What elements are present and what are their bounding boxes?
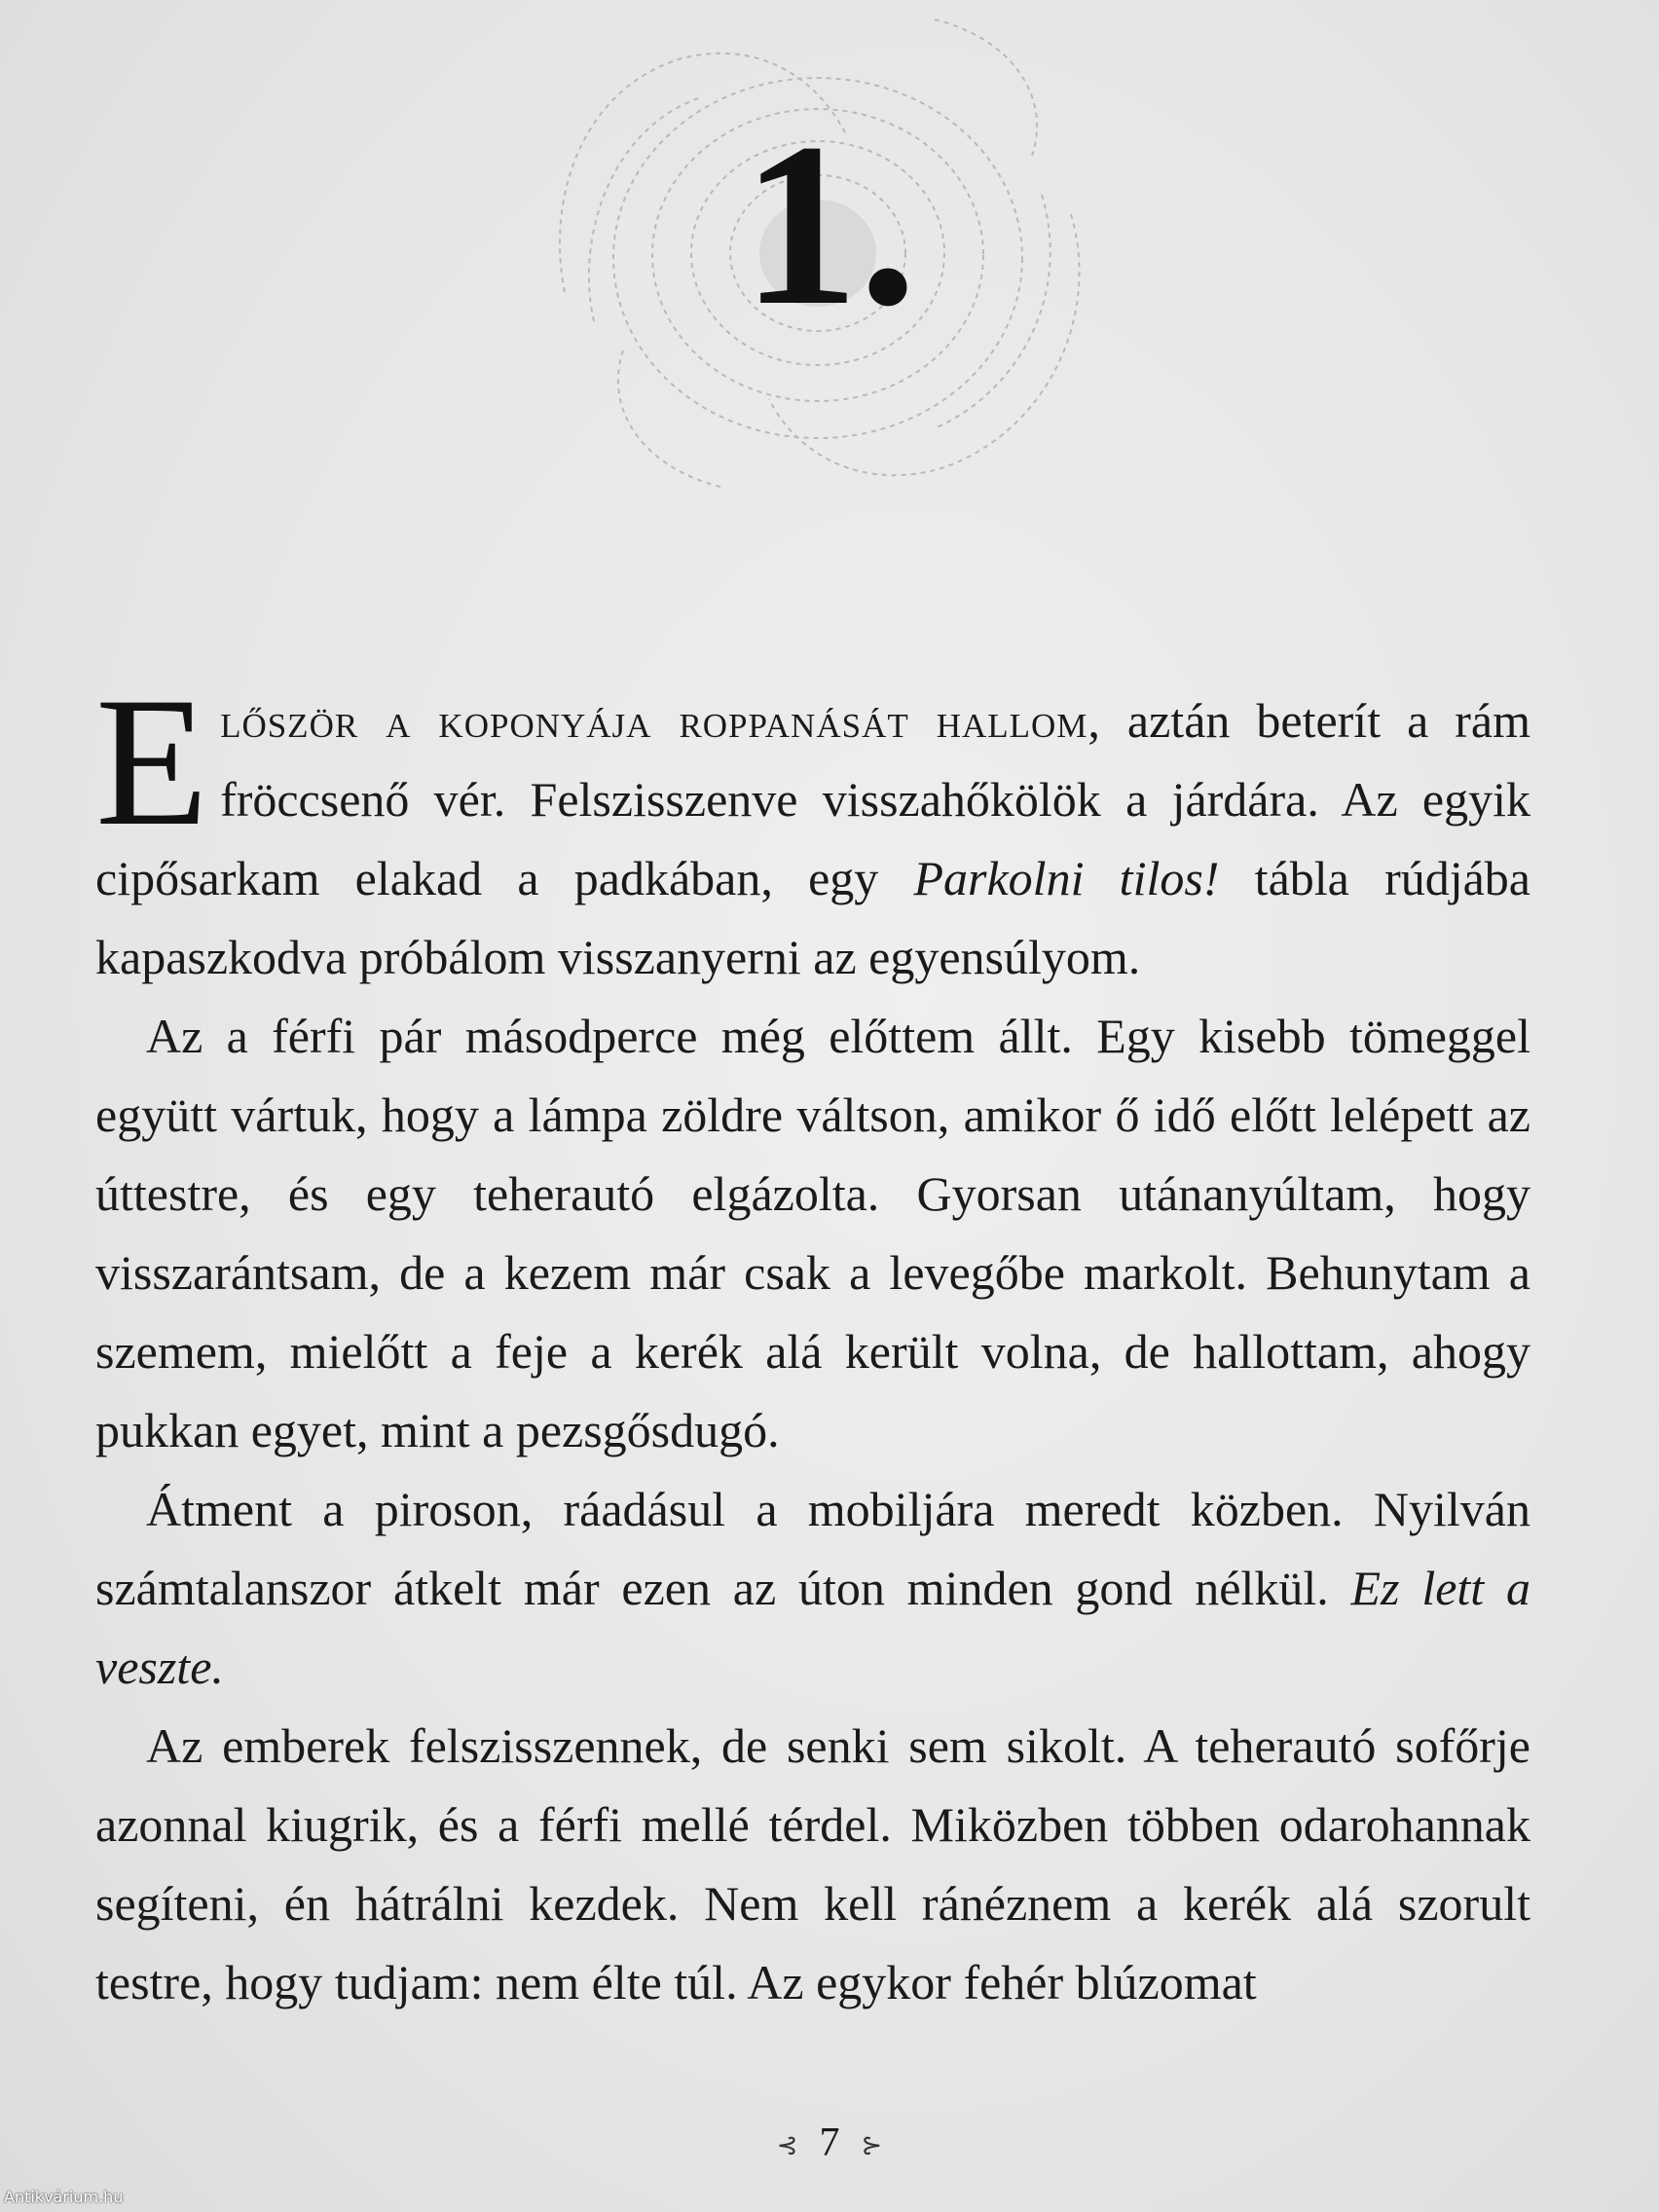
paragraph-2: Az a férfi pár másodperce még előttem állt. Egy kisebb tömeggel együtt vártuk, hogy a lámpa zöldre váltson, amikor ő idő előtt lelépett az úttestre, és egy teherautó elgázolta. Gyorsan utánanyúltam, hogy visszarántsam, de a kezem már csak a levegőbe markolt. Behunytam a szemem, mielőtt a feje a kerék alá került volna, de hallottam, ahogy pukkan egyet, mint a pezsgősdugó. <box>95 1009 1530 1457</box>
page-footer <box>0 2122 1659 2163</box>
watermark: Antikvárium.hu <box>4 2188 124 2206</box>
paragraph-3-text: Átment a piroson, ráadásul a mobiljára meredt közben. Nyilván számtalanszor átkelt már ezen az úton minden gond nélkül. <box>95 1482 1530 1615</box>
chapter-number: 1. <box>742 94 917 353</box>
chapter-text <box>95 660 1530 2022</box>
paragraph-1 <box>95 660 1530 997</box>
folio-ornament-right-icon: ⊱ <box>861 2131 883 2160</box>
paragraph-1-text-b: tábla rúdjába kapaszkodva próbálom visszanyerni az egyensúlyom. <box>95 851 1530 984</box>
paragraph-4: Az emberek felszisszennek, de senki sem sikolt. A teherautó sofőrje azonnal kiugrik, és a férfi mellé térdel. Miközben többen odarohannak segíteni, én hátrálni kezdek. Nem kell ránéznem a kerék alá szorult testre, hogy tudjam: nem élte túl. Az egykor fehér blúzomat <box>95 1718 1530 2009</box>
paragraph-1-text-a: aztán beterít a rám fröccsenő vér. Felszisszenve visszahőkölök a járdára. Az egyik cipősarkam elakad a padkában, egy <box>95 693 1530 905</box>
drop-cap: E <box>95 660 209 865</box>
paragraph-3-italic: Ez lett a veszte. <box>95 1561 1530 1694</box>
folio-ornament-left-icon: ⊰ <box>776 2131 798 2160</box>
sign-text-italic: Parkolni tilos! <box>913 851 1220 905</box>
paragraph-3 <box>95 1470 1530 1707</box>
page-number: 7 <box>819 2120 840 2165</box>
opening-small-caps: lőször a koponyája roppanását hallom, <box>220 693 1101 748</box>
